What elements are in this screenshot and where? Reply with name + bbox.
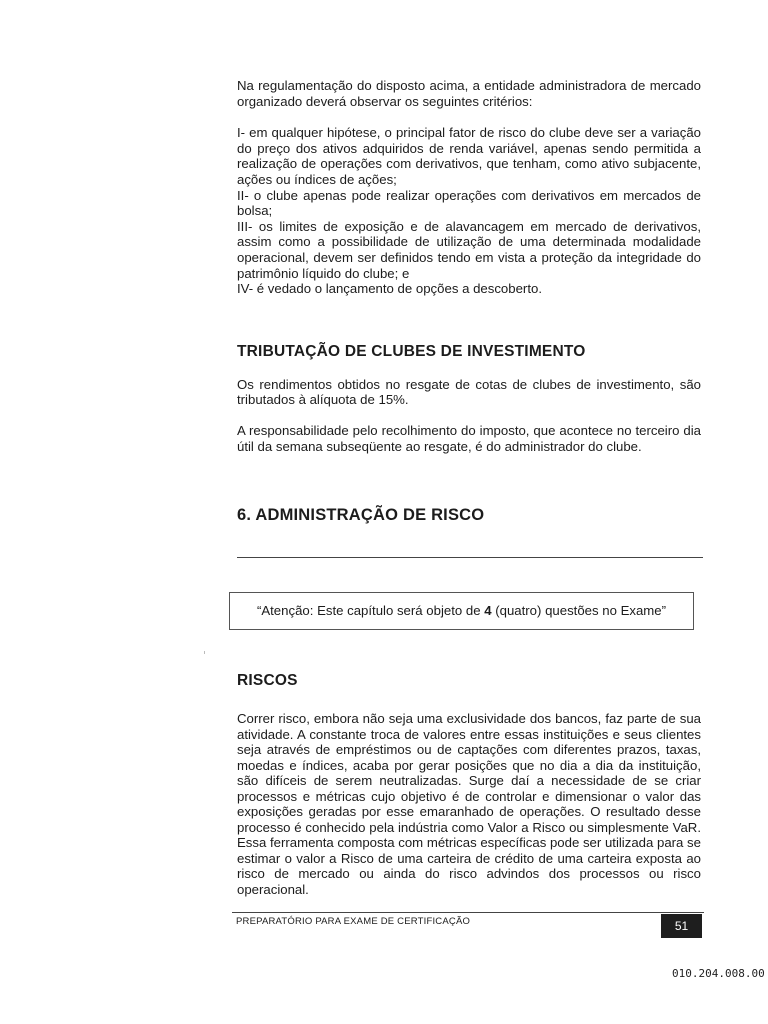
criteria-list: [237, 125, 701, 297]
taxation-heading: TRIBUTAÇÃO DE CLUBES DE INVESTIMENTO: [237, 342, 586, 360]
riscos-paragraph: Correr risco, embora não seja uma exclusividade dos bancos, faz parte de sua atividade. A constante troca de valores entre essas instituições e seus clientes seja através de empréstimos ou de captações com diferentes prazos, taxas, moedas e índices, acaba por gerar posições que no dia a dia da instituição, são difíceis de serem neutralizadas. Surge daí a necessidade de se criar processos e métricas cujo objetivo é de controlar e dimensionar o valor das exposições geradas por esse emaranhado de operações. O resultado desse processo é conhecido pela indústria como Valor a Risco ou simplesmente VaR. Essa ferramenta composta com métricas específicas pode ser utilizada para se estimar o valor a Risco de uma carteira de crédito de uma carteira exposta ao risco de mercado ou ainda do risco advindos dos processos ou risco operacional.: [237, 711, 701, 897]
criterion-item: II- o clube apenas pode realizar operações com derivativos em mercados de bolsa;: [237, 187, 701, 219]
footer-title: PREPARATÓRIO PARA EXAME DE CERTIFICAÇÃO: [236, 916, 471, 927]
exam-notice-box: [229, 592, 694, 630]
taxation-paragraph: A responsabilidade pelo recolhimento do imposto, que acontece no terceiro dia útil da semana subseqüente ao resgate, é do administrador do clube.: [237, 422, 701, 454]
riscos-heading: RISCOS: [237, 672, 298, 689]
taxation-paragraph: Os rendimentos obtidos no resgate de cotas de clubes de investimento, são tributados à alíquota de 15%.: [237, 376, 701, 408]
notice-text: (quatro) questões no Exame”: [491, 603, 667, 618]
criterion-item: III- os limites de exposição e de alavancagem em mercado de derivativos, assim como a possibilidade de utilização de uma determinada modalidade operacional, devem ser definidos tendo em vista a proteção da integridade do patrimônio líquido do clube; e: [237, 218, 701, 281]
document-code: 010.204.008.00: [672, 967, 765, 980]
chapter-divider: [237, 557, 703, 558]
notice-emphasis: 4: [484, 603, 492, 618]
page-number-badge: 51: [661, 914, 702, 938]
criterion-item: I- em qualquer hipótese, o principal fator de risco do clube deve ser a variação do preço dos ativos adquiridos de renda variável, apenas sendo permitida a realização de operações com derivativos, que tenham, como ativo subjacente, ações ou índices de ações;: [237, 125, 701, 187]
notice-text: “Atenção: Este capítulo será objeto de: [256, 603, 485, 618]
intro-paragraph: Na regulamentação do disposto acima, a entidade administradora de mercado organizado deverá observar os seguintes critérios:: [237, 78, 701, 109]
scan-mark: [204, 651, 205, 654]
footer-divider: [232, 912, 704, 913]
chapter-heading: 6. ADMINISTRAÇÃO DE RISCO: [237, 506, 485, 525]
page-body: [237, 78, 701, 558]
criterion-item: IV- é vedado o lançamento de opções a descoberto.: [237, 281, 542, 297]
